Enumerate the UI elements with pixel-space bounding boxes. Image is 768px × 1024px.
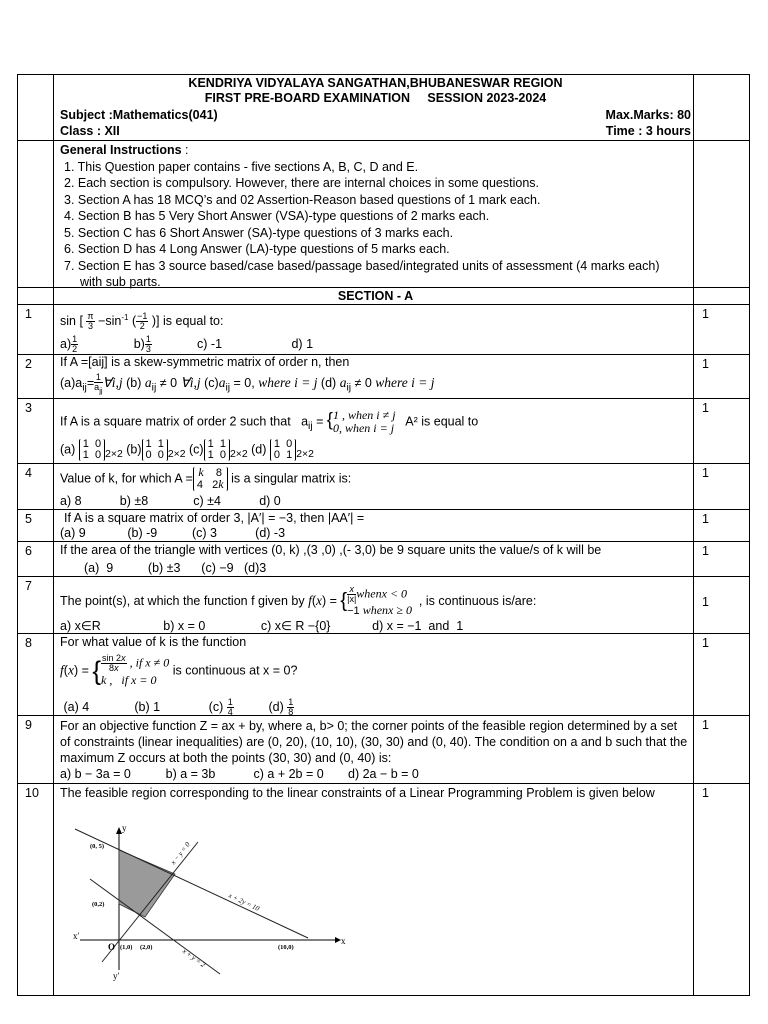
org-title: KENDRIYA VIDYALAYA SANGATHAN,BHUBANESWAR REGION [188,76,563,90]
question-text: For an objective function Z = ax + by, where a, b> 0; the corner points of the feasible region determined by a set of constraints (linear inequalities) are (0, 20), (10, 10), (30, 30) and (0, 40). The condition on a and b such that the maximum Z occurs at both the points (30, 30) and (0, 40) is: [60,719,688,765]
point-label: (2,0) [140,944,153,951]
question-number: 3 [25,401,32,415]
instruction-item: 3. Section A has 18 MCQ’s and 02 Assertion-Reason based questions of 1 mark each. [64,192,541,207]
question-options: (a) 9 (b) ±3 (c) −9 (d)3 [84,561,267,575]
instruction-item: 2. Each section is compulsory. However, there are internal choices in some questions. [64,176,539,190]
time-label: Time : 3 hours [605,124,691,138]
line-label: x − y = 0 [169,840,192,867]
question-number: 9 [25,718,32,732]
line-label: x + 2y = 10 [227,891,261,913]
question-mark: 1 [702,636,709,650]
class-label: Class : XII [60,124,120,138]
instruction-item: 7. Section E has 3 source based/case based/passage based/integrated units of assessment (4 marks each) with sub parts. [64,258,660,289]
exam-title: FIRST PRE-BOARD EXAMINATION SESSION 2023-2024 [204,91,547,105]
question-text: If A =[aij] is a skew-symmetric matrix of order n, then [60,355,350,369]
question-options: a) $\frac{1}{2}$ b) $\frac{1}{3}$ c) -1 d) 1 [60,334,314,354]
point-label: (0, 5) [90,843,105,850]
question-function: f(x) = { $\frac{\sin 2x}{8x}$ , if x ≠ 0 k , if x = 0 is continuous at x = 0? [60,653,298,687]
question-options: (a) 4 (b) 1 (c) $\frac{1}{4}$ (d) $\frac{1}{8}$ [63,697,294,717]
question-text: If A is a square matrix of order 3, |A′| = −3, then |AA′| = [64,511,365,525]
question-mark: 1 [702,512,709,526]
max-marks: Max.Marks: 80 [605,108,691,122]
question-options: $(a)a_{ij}=$ $\frac{1}{a_{jj}}$ ∀i,j (b) $a_{ij} \ne 0$ ∀i,j $(c)a_{ij} = 0$, where i = j (d) $a_{ij} \ne 0$ where i = j [60,372,435,395]
question-options: a) b − 3a = 0 b) a = 3b c) a + 2b = 0 d) 2a − b = 0 [60,767,419,781]
point-label: (0,2) [92,901,105,908]
question-number: 4 [25,466,32,480]
instructions-title: General Instructions [60,143,182,157]
question-number: 6 [25,544,32,558]
question-text: For what value of k is the function [60,635,247,649]
origin-label: O [108,942,116,952]
question-options: (a) 9 (b) -9 (c) 3 (d) -3 [60,526,286,540]
question-row [18,463,749,510]
question-row [18,509,749,542]
question-text: sin [ $\frac{\pi}{3}$ $-\sin^{-1}$ ( $\frac{-1}{2}$ )] is equal to: [60,311,224,332]
line-label: x + y = 2 [180,947,207,970]
question-mark: 1 [702,544,709,558]
question-mark: 1 [702,718,709,732]
point-label: (1,0) [120,944,133,951]
question-mark: 1 [702,357,709,371]
question-row [18,398,749,464]
question-number: 8 [25,636,32,650]
subject: Subject :Mathematics(041) [60,108,218,122]
y-prime-label: y′ [113,971,120,981]
y-label: y [122,823,127,833]
question-number: 5 [25,512,32,526]
question-text: If the area of the triangle with vertices (0, k) ,(3 ,0) ,(- 3,0) be 9 square units the value/s of k will be [60,543,602,557]
question-text: The point(s), at which the function f given by f(x) = { $\frac{x}{|x|}$ whenx < 0 −1 whenx ≥ 0 , is continuous is/are: [60,584,537,617]
instruction-item: 6. Section D has 4 Long Answer (LA)-type questions of 5 marks each. [64,242,450,256]
question-options: (a) 1 0 1 0 $_{2\times 2}$ (b) 1 1 0 0 $_{2\times 2}$ (c) 1 1 1 0 $_{2\times 2}$ (d) 1 0 0 1 $_{2\times 2}$ [60,438,314,461]
question-options: a) x∈R b) x = 0 c) x∈ R −{0} d) x = −1 and 1 [60,619,464,633]
instruction-item: 5. Section C has 6 Short Answer (SA)-type questions of 3 marks each. [64,225,454,240]
question-row [18,715,749,784]
question-row [18,304,749,354]
question-mark: 1 [702,401,709,415]
section-title: SECTION - A [337,289,414,303]
x-label: x [341,936,346,946]
question-row [18,541,749,577]
instruction-item: 1. This Question paper contains - five sections A, B, C, D and E. [64,159,419,174]
section-row [18,287,749,304]
x-prime-label: x′ [73,931,80,941]
question-text: The feasible region corresponding to the linear constraints of a Linear Programming Problem is given below [60,786,655,800]
question-mark: 1 [702,466,709,480]
question-number: 7 [25,579,32,593]
point-label: (10,0) [278,944,294,951]
question-mark: 1 [702,595,709,609]
question-row [18,576,749,634]
question-number: 1 [25,307,32,321]
question-mark: 1 [702,307,709,321]
instruction-item: 4. Section B has 5 Very Short Answer (VSA)-type questions of 2 marks each. [64,209,490,223]
question-options: a) 8 b) ±8 c) ±4 d) 0 [60,494,281,508]
question-number: 10 [25,786,39,800]
question-row [18,354,749,399]
question-number: 2 [25,357,32,371]
question-text: If A is a square matrix of order 2 such that $a_{ij} = \{1$ , when i ≠ j 0, when i = j A² is equal to [60,408,479,435]
question-row [18,783,749,996]
line-x-plus-2y [75,829,308,938]
question-text: Value of k, for which A = k 8 4 2k is a singular matrix is: [60,465,352,491]
instructions-row: General Instructions : 1. This Question paper contains - five sections A, B, C, D and E. 2. Each section is compulsory. However, there are internal choices in some questions. 3. Section A has 18 MCQ’s and 02 Assertion-Reason based questions of 1 mark each. 4. Section B has 5 Very Short Answer (VSA)-type questions of 2 marks each. 5. Section C has 6 Short Answer (SA)-type questions of 3 marks each. 6. Section D has 4 Long Answer (LA)-type questions of 5 marks each. 7. Section E has 3 source based/case based/passage based/integrated units of assessment (4 marks each) with sub parts. [18,140,749,288]
exam-paper [17,74,750,996]
question-mark: 1 [702,786,709,800]
feasible-region-graph [70,822,360,982]
question-row [18,633,749,716]
